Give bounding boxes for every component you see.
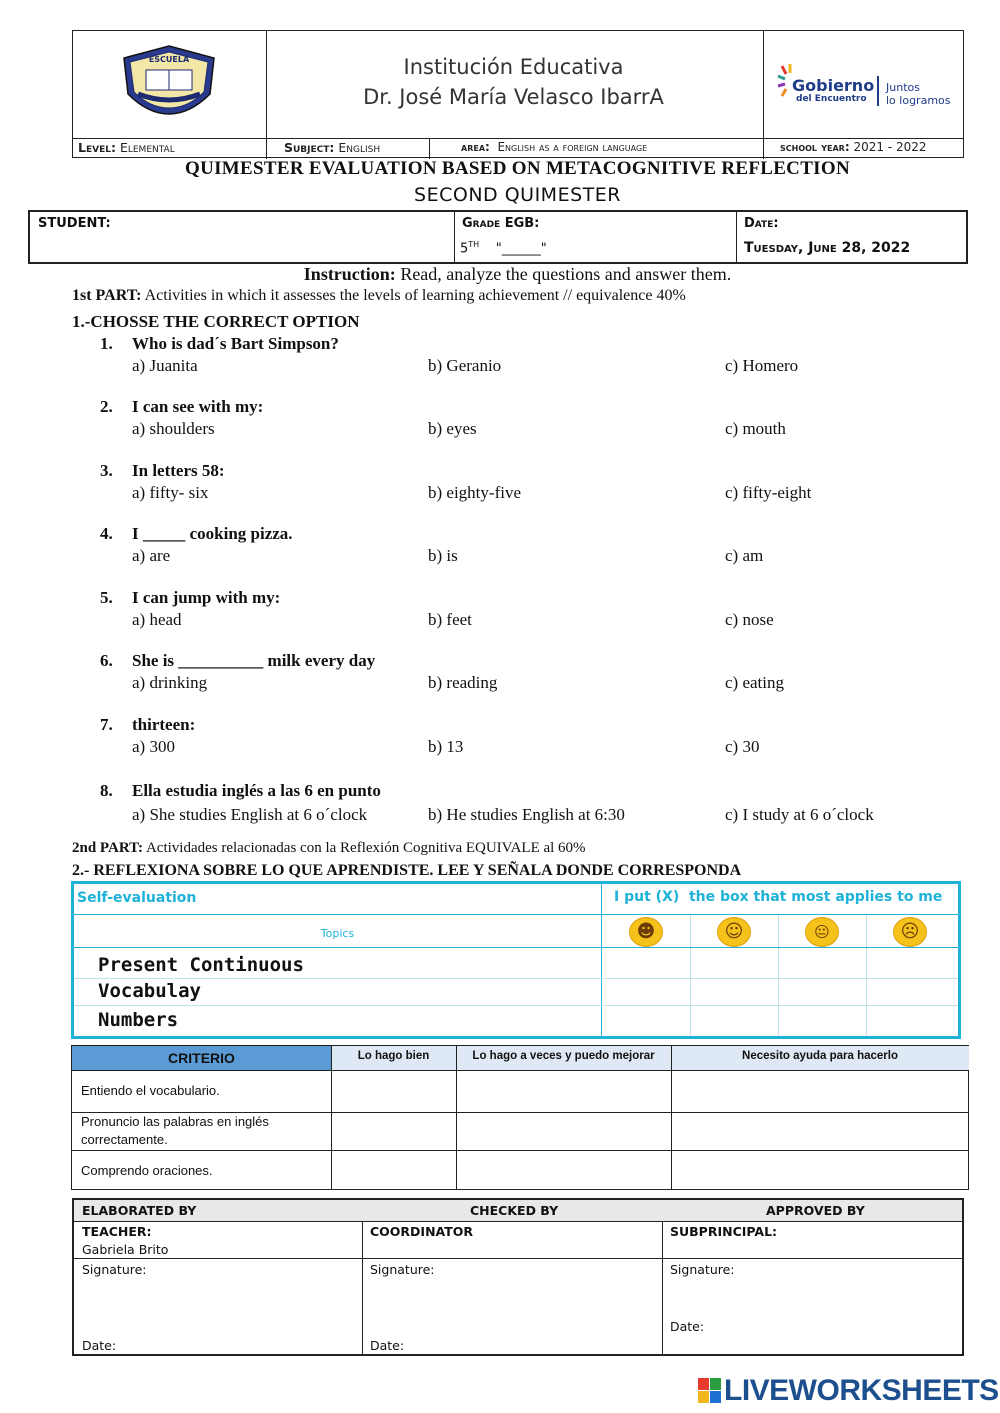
answer-cell[interactable]: [691, 979, 778, 1005]
question-text: Who is dad´s Bart Simpson?: [132, 334, 339, 353]
question-text: I can see with my:: [132, 397, 264, 416]
very-happy-face-icon: [629, 917, 663, 947]
answer-cell[interactable]: [779, 979, 866, 1005]
option-a[interactable]: a) are: [132, 546, 171, 565]
instruction-text: Read, analyze the questions and answer them.: [400, 264, 732, 284]
part1-description: [72, 287, 686, 305]
option-b[interactable]: b) feet: [428, 610, 472, 629]
face-icon-1: ☻: [636, 921, 656, 942]
area-field: [461, 138, 647, 157]
instruction-label: Instruction:: [303, 264, 396, 284]
gov-logo-name2: del Encuentro: [796, 94, 867, 104]
institution-line1: Institución Educativa: [403, 55, 624, 79]
answer-cell[interactable]: [867, 1006, 958, 1036]
option-c[interactable]: c) I study at 6 o´clock: [725, 805, 874, 824]
answer-cell[interactable]: [867, 979, 958, 1005]
question-text: In letters 58:: [132, 461, 225, 480]
criteria-header-sometimes: Lo hago a veces y puedo mejorar: [456, 1046, 671, 1070]
student-label: STUDENT:: [38, 216, 111, 231]
liveworksheets-logo: [698, 1378, 722, 1404]
grade-sup: TH: [468, 240, 480, 249]
criteria-header-help: Necesito ayuda para hacerlo: [671, 1046, 969, 1070]
self-eval-instruction-prefix: I put (X): [614, 889, 680, 905]
signature-table: [72, 1198, 964, 1356]
teacher-signature-label: Signature:: [82, 1262, 147, 1277]
option-c[interactable]: c) mouth: [725, 419, 786, 438]
teacher-date-label: Date:: [82, 1338, 117, 1353]
part1-text: Activities in which it assesses the levels of learning achievement // equivalence 40%: [144, 287, 686, 304]
answer-cell[interactable]: [602, 979, 690, 1005]
question-number: 2.: [100, 397, 113, 416]
school-year-label: school year:: [780, 140, 850, 154]
coordinator-signature-label: Signature:: [370, 1262, 435, 1277]
part1-label: 1st PART:: [72, 287, 142, 304]
date-value: Tuesday, June 28, 2022: [744, 240, 911, 256]
section2-title: 2.- REFLEXIONA SOBRE LO QUE APRENDISTE. LEE Y SEÑALA DONDE CORRESPONDA: [72, 862, 742, 879]
topic-vocabulary: Vocabulay: [98, 980, 201, 1002]
answer-cell[interactable]: [779, 948, 866, 978]
grade-label: Grade EGB:: [462, 216, 540, 231]
criteria-header-good: Lo hago bien: [331, 1046, 456, 1070]
question-number: 6.: [100, 651, 113, 670]
date-label: Date:: [744, 216, 779, 231]
question-number: 8.: [100, 781, 113, 800]
quimester-subtitle: SECOND QUIMESTER: [414, 184, 621, 206]
school-logo-text: ESCUELA: [148, 55, 190, 64]
question-text: I can jump with my:: [132, 588, 281, 607]
checked-by-header: CHECKED BY: [470, 1203, 559, 1218]
option-b[interactable]: b) is: [428, 546, 458, 565]
sad-face-icon: [893, 917, 927, 947]
government-logo: [776, 60, 956, 112]
self-evaluation-table: [71, 881, 961, 1039]
option-b[interactable]: b) He studies English at 6:30: [428, 805, 625, 824]
subject-value: English: [338, 140, 381, 155]
option-b[interactable]: b) eyes: [428, 419, 477, 438]
coordinator-label: COORDINATOR: [370, 1224, 474, 1239]
gov-logo-slogan2: lo logramos: [886, 94, 951, 107]
level-field: [78, 138, 175, 157]
self-eval-title: Self-evaluation: [77, 890, 197, 906]
option-c[interactable]: c) eating: [725, 673, 784, 692]
grade-value: 5: [460, 241, 469, 257]
face-icon-4: ☹: [900, 921, 920, 942]
part2-label: 2nd PART:: [72, 840, 144, 856]
option-a[interactable]: a) 300: [132, 737, 175, 756]
answer-cell[interactable]: [691, 1006, 778, 1036]
answer-cell[interactable]: [867, 948, 958, 978]
option-b[interactable]: b) reading: [428, 673, 498, 692]
evaluation-title: QUIMESTER EVALUATION BASED ON METACOGNITIVE REFLECTION: [185, 158, 850, 179]
subprincipal-signature-label: Signature:: [670, 1262, 735, 1277]
institution-line2: Dr. José María Velasco IbarrA: [363, 85, 664, 109]
student-info-box: [28, 210, 968, 264]
option-b[interactable]: b) Geranio: [428, 356, 502, 375]
teacher-name: Gabriela Brito: [82, 1242, 169, 1257]
answer-cell[interactable]: [602, 1006, 690, 1036]
grade-field[interactable]: [460, 240, 547, 256]
option-c[interactable]: c) am: [725, 546, 764, 565]
subprincipal-date-label: Date:: [670, 1319, 705, 1334]
question-number: 3.: [100, 461, 113, 480]
question-text: Ella estudia inglés a las 6 en punto: [132, 781, 381, 800]
option-c[interactable]: c) nose: [725, 610, 774, 629]
option-a[interactable]: a) drinking: [132, 673, 208, 692]
school-year-field: [780, 138, 927, 157]
question-text: thirteen:: [132, 715, 196, 734]
question-number: 7.: [100, 715, 113, 734]
criteria-row-vocabulary: Entiendo el vocabulario.: [81, 1083, 220, 1098]
answer-cell[interactable]: [602, 948, 690, 978]
school-year-value: 2021 - 2022: [853, 140, 927, 154]
subprincipal-label: SUBPRINCIPAL:: [670, 1224, 778, 1239]
question-number: 4.: [100, 524, 113, 543]
option-b[interactable]: b) 13: [428, 737, 464, 756]
question-text: She is __________ milk every day: [132, 651, 376, 670]
option-a[interactable]: a) head: [132, 610, 182, 629]
option-b[interactable]: b) eighty-five: [428, 483, 521, 502]
part2-text: Actividades relacionadas con la Reflexión Cognitiva EQUIVALE al 60%: [145, 840, 586, 856]
criteria-table: [71, 1045, 969, 1190]
coordinator-date-label: Date:: [370, 1338, 405, 1353]
option-c[interactable]: c) 30: [725, 737, 760, 756]
area-value: English as a foreign language: [497, 140, 648, 154]
approved-by-header: APPROVED BY: [766, 1203, 865, 1218]
teacher-label: TEACHER:: [82, 1224, 152, 1239]
self-eval-instruction: [614, 889, 942, 905]
answer-cell[interactable]: [779, 1006, 866, 1036]
question-number: 1.: [100, 334, 113, 353]
instruction: [0, 264, 1000, 285]
face-icon-3: 😐: [814, 923, 830, 941]
question-number: 5.: [100, 588, 113, 607]
area-label: area:: [461, 140, 490, 154]
gov-logo-name1: Gobierno: [792, 76, 875, 95]
institution-name: [265, 52, 762, 112]
topics-header: Topics: [320, 927, 355, 940]
school-logo: [120, 44, 218, 116]
happy-face-icon: [717, 917, 751, 947]
neutral-face-icon: [805, 917, 839, 947]
self-eval-instruction-text: the box that most applies to me: [688, 889, 943, 905]
option-a[interactable]: a) She studies English at 6 o´clock: [132, 805, 368, 824]
answer-cell[interactable]: [691, 948, 778, 978]
elaborated-by-header: ELABORATED BY: [82, 1203, 197, 1218]
option-c[interactable]: c) Homero: [725, 356, 799, 375]
option-a[interactable]: a) Juanita: [132, 356, 198, 375]
topic-present-continuous: Present Continuous: [98, 954, 304, 976]
subject-field: [284, 138, 380, 157]
option-a[interactable]: a) fifty- six: [132, 483, 209, 502]
topic-numbers: Numbers: [98, 1009, 179, 1031]
criteria-row-sentences: Comprendo oraciones.: [81, 1163, 213, 1178]
criteria-row-pronunciation: Pronuncio las palabras en inglés correctamente.: [81, 1114, 269, 1147]
option-a[interactable]: a) shoulders: [132, 419, 215, 438]
liveworksheets-watermark: LIVEWORKSHEETS: [724, 1374, 999, 1407]
part2-description: [72, 840, 586, 857]
level-value: Elemental: [119, 140, 175, 155]
gov-logo-slogan1: Juntos: [886, 81, 920, 94]
subject-label: Subject:: [284, 140, 335, 155]
question-text: I _____ cooking pizza.: [132, 524, 293, 543]
grade-blank: "______": [495, 241, 547, 257]
level-label: Level:: [78, 140, 116, 155]
criteria-header: CRITERIO: [72, 1046, 331, 1070]
option-c[interactable]: c) fifty-eight: [725, 483, 812, 502]
section1-title: 1.-CHOSSE THE CORRECT OPTION: [72, 312, 360, 331]
face-icon-2: ☺: [724, 921, 744, 942]
